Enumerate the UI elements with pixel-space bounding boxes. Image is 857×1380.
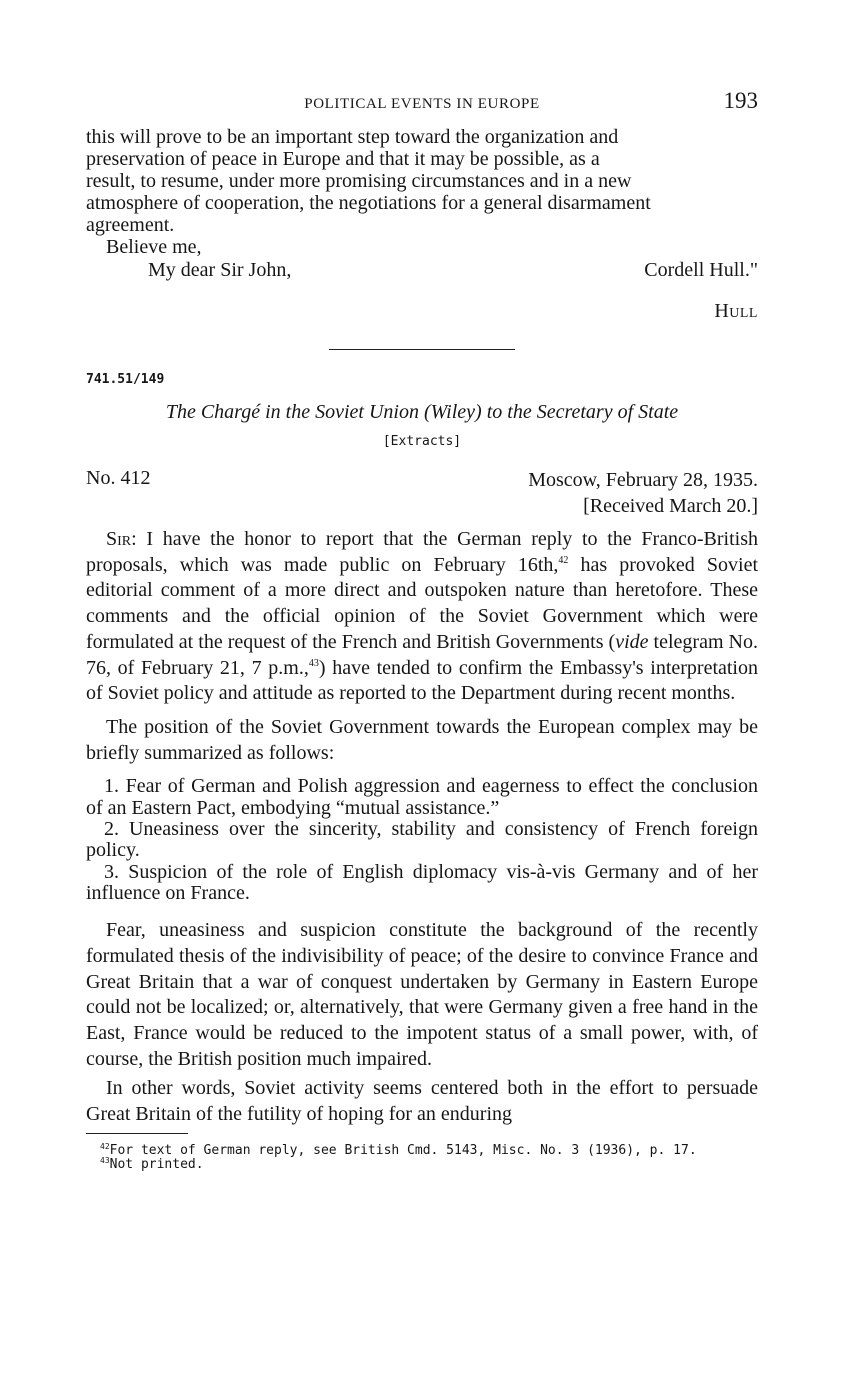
list-item: 2. Uneasiness over the sincerity, stability and consistency of French foreign policy. [86, 817, 758, 862]
paragraph-text: telegram No. 76, of February 21, 7 p.m., [86, 630, 758, 679]
vide-term: vide [615, 630, 649, 653]
footnote [100, 1141, 758, 1158]
body-paragraph-3: Fear, uneasiness and suspicion constitute the background of the recently formulated thesis of the indivisibility of peace; of the desire to convince France and Great Britain that a war of conquest undertaken by Germany in Eastern Europe could not be localized; or, alternatively, that were Germany given a free hand in the East, France would be reduced to the impotent status of a small power, with, of course, the British position much impaired. [86, 919, 758, 1070]
footnote-marker: 43 [100, 1155, 110, 1165]
summary-list [86, 776, 758, 904]
section-divider [329, 349, 515, 350]
document-page [86, 88, 758, 1172]
list-item: 3. Suspicion of the role of English diplomacy vis-à-vis Germany and of her influence on France. [86, 860, 758, 904]
body-paragraph-2: The position of the Soviet Government towards the European complex may be briefly summarized as follows: [86, 715, 758, 764]
footnote-ref-43[interactable]: 43 [308, 657, 319, 669]
signature: Cordell Hull." [644, 259, 758, 281]
initials: Hull [714, 300, 758, 322]
list-item: 1. Fear of German and Polish aggression and eagerness to effect the conclusion of an Eastern Pact, embodying “mutual assistance.” [86, 775, 758, 819]
footnote [100, 1155, 758, 1172]
paragraph-text: I have the honor to report that the German reply to the Franco-British proposals, which was made public on February 16th, [86, 528, 758, 576]
continuation-paragraph [86, 126, 758, 236]
document-meta [86, 467, 758, 519]
received-date: [Received March 20.] [583, 495, 758, 517]
document-subtitle: [Extracts] [382, 434, 462, 449]
dateline [528, 467, 758, 519]
footnote-ref-42[interactable]: 42 [558, 554, 569, 566]
document-number: No. 412 [86, 467, 151, 489]
footnote-text: For text of German reply, see British Cmd. 5143, Misc. No. 3 (1936), p. 17. [109, 1142, 697, 1158]
closing-phrase: Believe me, [106, 236, 202, 258]
file-number: 741.51/149 [86, 372, 165, 387]
salutation-colon: : [131, 528, 137, 550]
continuation-line: this will prove to be an important step toward the organization and [86, 126, 619, 148]
continuation-line: atmosphere of cooperation, the negotiations for a general disarmament [86, 192, 651, 214]
continuation-line: preservation of peace in Europe and that it may be possible, as a [86, 148, 600, 170]
footnote-rule [86, 1133, 188, 1134]
salutation: My dear Sir John, [148, 259, 292, 281]
running-header [86, 88, 758, 126]
body-paragraph-1 [86, 527, 758, 707]
footnote-marker: 42 [100, 1141, 110, 1151]
footnote-text: Not printed. [109, 1156, 204, 1172]
running-title: POLITICAL EVENTS IN EUROPE [304, 96, 540, 112]
page-number: 193 [723, 88, 758, 113]
continuation-line: result, to resume, under more promising circumstances and in a new [86, 170, 632, 192]
document-title: The Chargé in the Soviet Union (Wiley) to the Secretary of State [165, 401, 679, 423]
continuation-line: agreement. [86, 214, 175, 236]
paragraph-text: ) have tended to confirm the Embassy's interpretation of Soviet policy and attitude as reported to the Department during recent months. [86, 656, 758, 705]
salutation-sir: Sir [106, 528, 132, 550]
footnotes [86, 1141, 758, 1172]
place-date: Moscow, February 28, 1935. [528, 469, 758, 491]
closing-row [86, 258, 758, 282]
body-paragraph-4: In other words, Soviet activity seems centered both in the effort to persuade Great Britain of the futility of hoping for an enduring [86, 1077, 758, 1126]
paragraph-text: has provoked Soviet editorial comment of a more direct and outspoken nature than heretofore. These comments and the official opinion of the Soviet Government which were formulated at the request of the French and British Governments ( [86, 553, 758, 653]
